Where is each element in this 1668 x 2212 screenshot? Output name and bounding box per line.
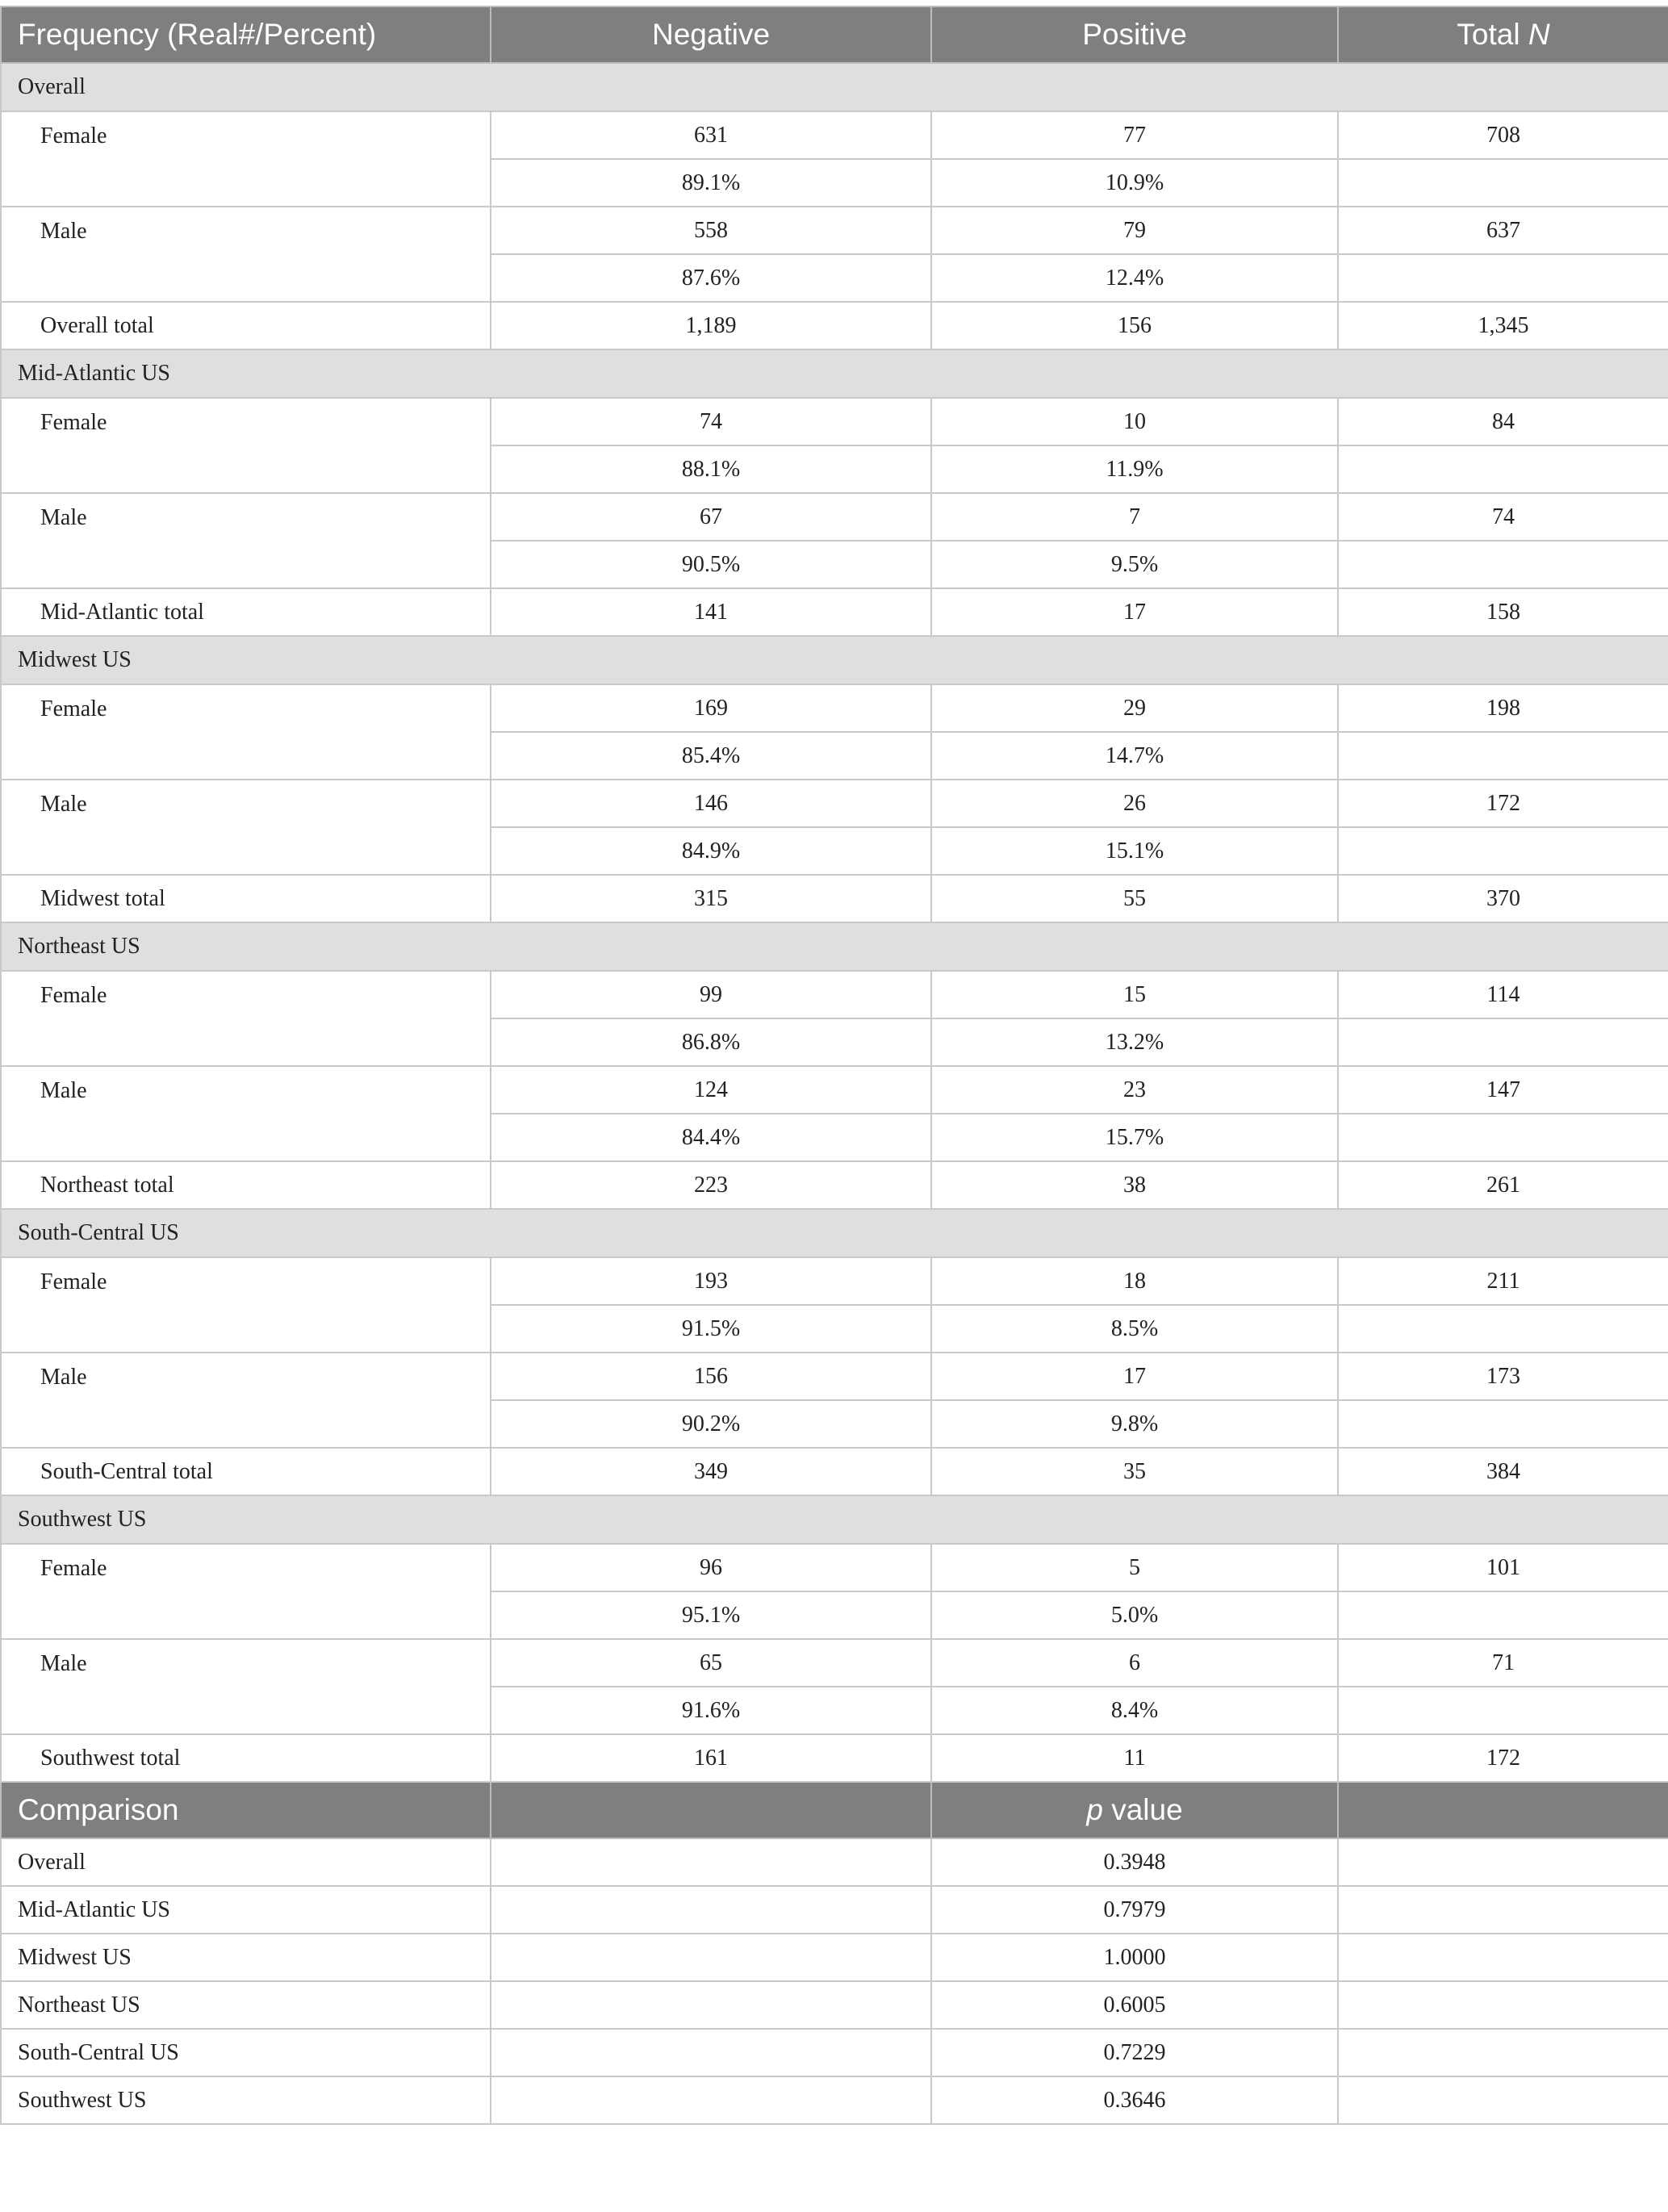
section-header-row xyxy=(1,1209,1668,1257)
cell-negative-percent: 91.6% xyxy=(491,1687,931,1734)
cell-total: 173 xyxy=(1338,1353,1668,1400)
comparison-header-row xyxy=(1,1782,1668,1838)
cell-positive: 11 xyxy=(931,1734,1338,1782)
cell-positive-percent: 5.0% xyxy=(931,1591,1338,1639)
comparison-row xyxy=(1,2076,1668,2124)
cell-total: 84 xyxy=(1338,398,1668,445)
section-title: Northeast US xyxy=(1,922,1668,971)
cell-positive: 35 xyxy=(931,1448,1338,1495)
row-label-female: Female xyxy=(1,1257,491,1353)
cell-p-value: 0.3646 xyxy=(931,2076,1338,2124)
cell-negative: 223 xyxy=(491,1161,931,1209)
cell-positive: 15 xyxy=(931,971,1338,1018)
row-label-male: Male xyxy=(1,1066,491,1161)
cell-positive: 77 xyxy=(931,111,1338,159)
cell-positive-percent: 13.2% xyxy=(931,1018,1338,1066)
cell-empty xyxy=(1338,445,1668,493)
frequency-table xyxy=(0,6,1668,2125)
cell-total: 114 xyxy=(1338,971,1668,1018)
table-row-total xyxy=(1,1161,1668,1209)
table-row-female-count xyxy=(1,1544,1668,1591)
table-row-female-count xyxy=(1,971,1668,1018)
header-positive: Positive xyxy=(931,6,1338,63)
cell-positive: 5 xyxy=(931,1544,1338,1591)
row-label-female: Female xyxy=(1,684,491,780)
row-label-female: Female xyxy=(1,398,491,493)
header-p-value xyxy=(931,1782,1338,1838)
cell-p-value: 0.7979 xyxy=(931,1886,1338,1934)
cell-negative: 315 xyxy=(491,875,931,922)
header-total-n xyxy=(1338,6,1668,63)
table-row-male-count xyxy=(1,780,1668,827)
cell-empty xyxy=(1338,1114,1668,1161)
cell-empty xyxy=(1338,1934,1668,1981)
cell-positive: 18 xyxy=(931,1257,1338,1305)
cell-total: 384 xyxy=(1338,1448,1668,1495)
comparison-label: South-Central US xyxy=(1,2029,491,2076)
table-row-total xyxy=(1,302,1668,349)
section-header-row xyxy=(1,1495,1668,1544)
cell-positive: 17 xyxy=(931,588,1338,636)
row-label-total: Mid-Atlantic total xyxy=(1,588,491,636)
table-row-male-count xyxy=(1,1353,1668,1400)
header-p-italic: p xyxy=(1086,1793,1103,1826)
section-header-row xyxy=(1,63,1668,111)
cell-negative: 74 xyxy=(491,398,931,445)
header-blank xyxy=(1338,1782,1668,1838)
cell-total: 708 xyxy=(1338,111,1668,159)
row-label-male: Male xyxy=(1,1639,491,1734)
cell-negative-percent: 90.5% xyxy=(491,541,931,588)
cell-negative: 169 xyxy=(491,684,931,732)
header-p-text: value xyxy=(1102,1793,1183,1826)
header-blank xyxy=(491,1782,931,1838)
cell-positive-percent: 9.8% xyxy=(931,1400,1338,1448)
comparison-label: Southwest US xyxy=(1,2076,491,2124)
cell-positive-percent: 12.4% xyxy=(931,254,1338,302)
cell-empty xyxy=(1338,2029,1668,2076)
cell-negative: 65 xyxy=(491,1639,931,1687)
cell-empty xyxy=(1338,1305,1668,1353)
row-label-male: Male xyxy=(1,1353,491,1448)
cell-positive: 23 xyxy=(931,1066,1338,1114)
cell-negative: 193 xyxy=(491,1257,931,1305)
cell-positive: 17 xyxy=(931,1353,1338,1400)
cell-negative: 141 xyxy=(491,588,931,636)
cell-negative-percent: 88.1% xyxy=(491,445,931,493)
cell-empty xyxy=(491,1838,931,1886)
cell-negative-percent: 95.1% xyxy=(491,1591,931,1639)
comparison-label: Overall xyxy=(1,1838,491,1886)
cell-negative-percent: 91.5% xyxy=(491,1305,931,1353)
cell-negative-percent: 90.2% xyxy=(491,1400,931,1448)
header-frequency: Frequency (Real#/Percent) xyxy=(1,6,491,63)
cell-negative: 349 xyxy=(491,1448,931,1495)
comparison-row xyxy=(1,1934,1668,1981)
cell-positive-percent: 11.9% xyxy=(931,445,1338,493)
cell-empty xyxy=(1338,1400,1668,1448)
comparison-row xyxy=(1,1886,1668,1934)
cell-total: 211 xyxy=(1338,1257,1668,1305)
table-row-total xyxy=(1,1734,1668,1782)
cell-negative: 99 xyxy=(491,971,931,1018)
cell-positive: 7 xyxy=(931,493,1338,541)
cell-total: 147 xyxy=(1338,1066,1668,1114)
row-label-male: Male xyxy=(1,780,491,875)
cell-empty xyxy=(491,1934,931,1981)
cell-p-value: 1.0000 xyxy=(931,1934,1338,1981)
table-row-total xyxy=(1,588,1668,636)
cell-p-value: 0.6005 xyxy=(931,1981,1338,2029)
table-row-male-count xyxy=(1,1639,1668,1687)
comparison-row xyxy=(1,2029,1668,2076)
table-row-female-count xyxy=(1,398,1668,445)
cell-positive: 26 xyxy=(931,780,1338,827)
cell-negative: 631 xyxy=(491,111,931,159)
cell-positive-percent: 8.5% xyxy=(931,1305,1338,1353)
table-row-male-count xyxy=(1,1066,1668,1114)
section-header-row xyxy=(1,922,1668,971)
cell-empty xyxy=(491,1886,931,1934)
cell-total: 172 xyxy=(1338,780,1668,827)
cell-negative-percent: 84.4% xyxy=(491,1114,931,1161)
cell-negative-percent: 87.6% xyxy=(491,254,931,302)
comparison-label: Northeast US xyxy=(1,1981,491,2029)
cell-positive: 10 xyxy=(931,398,1338,445)
cell-empty xyxy=(1338,159,1668,207)
cell-total: 172 xyxy=(1338,1734,1668,1782)
cell-empty xyxy=(491,2076,931,2124)
cell-empty xyxy=(491,1981,931,2029)
comparison-label: Mid-Atlantic US xyxy=(1,1886,491,1934)
cell-positive-percent: 9.5% xyxy=(931,541,1338,588)
cell-negative: 96 xyxy=(491,1544,931,1591)
cell-positive-percent: 8.4% xyxy=(931,1687,1338,1734)
table-row-male-count xyxy=(1,493,1668,541)
section-title: Overall xyxy=(1,63,1668,111)
header-negative: Negative xyxy=(491,6,931,63)
cell-total: 74 xyxy=(1338,493,1668,541)
section-title: South-Central US xyxy=(1,1209,1668,1257)
table-row-female-count xyxy=(1,1257,1668,1305)
cell-negative-percent: 84.9% xyxy=(491,827,931,875)
table-row-female-count xyxy=(1,684,1668,732)
cell-positive: 29 xyxy=(931,684,1338,732)
section-title: Midwest US xyxy=(1,636,1668,684)
cell-total: 261 xyxy=(1338,1161,1668,1209)
section-title: Southwest US xyxy=(1,1495,1668,1544)
header-total-text: Total xyxy=(1457,18,1528,51)
cell-empty xyxy=(1338,1981,1668,2029)
cell-total: 1,345 xyxy=(1338,302,1668,349)
comparison-label: Midwest US xyxy=(1,1934,491,1981)
header-comparison: Comparison xyxy=(1,1782,491,1838)
section-header-row xyxy=(1,349,1668,398)
cell-negative-percent: 89.1% xyxy=(491,159,931,207)
cell-total: 198 xyxy=(1338,684,1668,732)
cell-negative: 124 xyxy=(491,1066,931,1114)
cell-total: 370 xyxy=(1338,875,1668,922)
cell-total: 637 xyxy=(1338,207,1668,254)
comparison-row xyxy=(1,1981,1668,2029)
cell-negative-percent: 86.8% xyxy=(491,1018,931,1066)
cell-negative: 67 xyxy=(491,493,931,541)
table-row-female-count xyxy=(1,111,1668,159)
cell-total: 158 xyxy=(1338,588,1668,636)
cell-negative: 558 xyxy=(491,207,931,254)
header-total-italic: N xyxy=(1528,18,1550,51)
row-label-total: Midwest total xyxy=(1,875,491,922)
cell-empty xyxy=(1338,1591,1668,1639)
row-label-female: Female xyxy=(1,111,491,207)
row-label-total: South-Central total xyxy=(1,1448,491,1495)
cell-positive-percent: 15.7% xyxy=(931,1114,1338,1161)
cell-empty xyxy=(1338,254,1668,302)
row-label-total: Northeast total xyxy=(1,1161,491,1209)
cell-p-value: 0.3948 xyxy=(931,1838,1338,1886)
row-label-female: Female xyxy=(1,971,491,1066)
cell-total: 101 xyxy=(1338,1544,1668,1591)
cell-empty xyxy=(1338,1886,1668,1934)
row-label-male: Male xyxy=(1,493,491,588)
row-label-total: Southwest total xyxy=(1,1734,491,1782)
cell-empty xyxy=(491,2029,931,2076)
cell-negative: 1,189 xyxy=(491,302,931,349)
cell-positive: 79 xyxy=(931,207,1338,254)
cell-positive-percent: 14.7% xyxy=(931,732,1338,780)
cell-negative: 161 xyxy=(491,1734,931,1782)
comparison-row xyxy=(1,1838,1668,1886)
cell-total: 71 xyxy=(1338,1639,1668,1687)
cell-positive: 6 xyxy=(931,1639,1338,1687)
cell-empty xyxy=(1338,2076,1668,2124)
row-label-total: Overall total xyxy=(1,302,491,349)
cell-empty xyxy=(1338,827,1668,875)
table-header-row xyxy=(1,6,1668,63)
cell-empty xyxy=(1338,1687,1668,1734)
table-row-total xyxy=(1,875,1668,922)
cell-negative: 146 xyxy=(491,780,931,827)
cell-negative-percent: 85.4% xyxy=(491,732,931,780)
cell-empty xyxy=(1338,1018,1668,1066)
cell-positive: 156 xyxy=(931,302,1338,349)
row-label-male: Male xyxy=(1,207,491,302)
section-header-row xyxy=(1,636,1668,684)
table-row-male-count xyxy=(1,207,1668,254)
cell-positive-percent: 15.1% xyxy=(931,827,1338,875)
cell-negative: 156 xyxy=(491,1353,931,1400)
cell-empty xyxy=(1338,1838,1668,1886)
cell-p-value: 0.7229 xyxy=(931,2029,1338,2076)
table-row-total xyxy=(1,1448,1668,1495)
cell-empty xyxy=(1338,732,1668,780)
section-title: Mid-Atlantic US xyxy=(1,349,1668,398)
cell-positive: 55 xyxy=(931,875,1338,922)
cell-positive-percent: 10.9% xyxy=(931,159,1338,207)
cell-positive: 38 xyxy=(931,1161,1338,1209)
cell-empty xyxy=(1338,541,1668,588)
row-label-female: Female xyxy=(1,1544,491,1639)
